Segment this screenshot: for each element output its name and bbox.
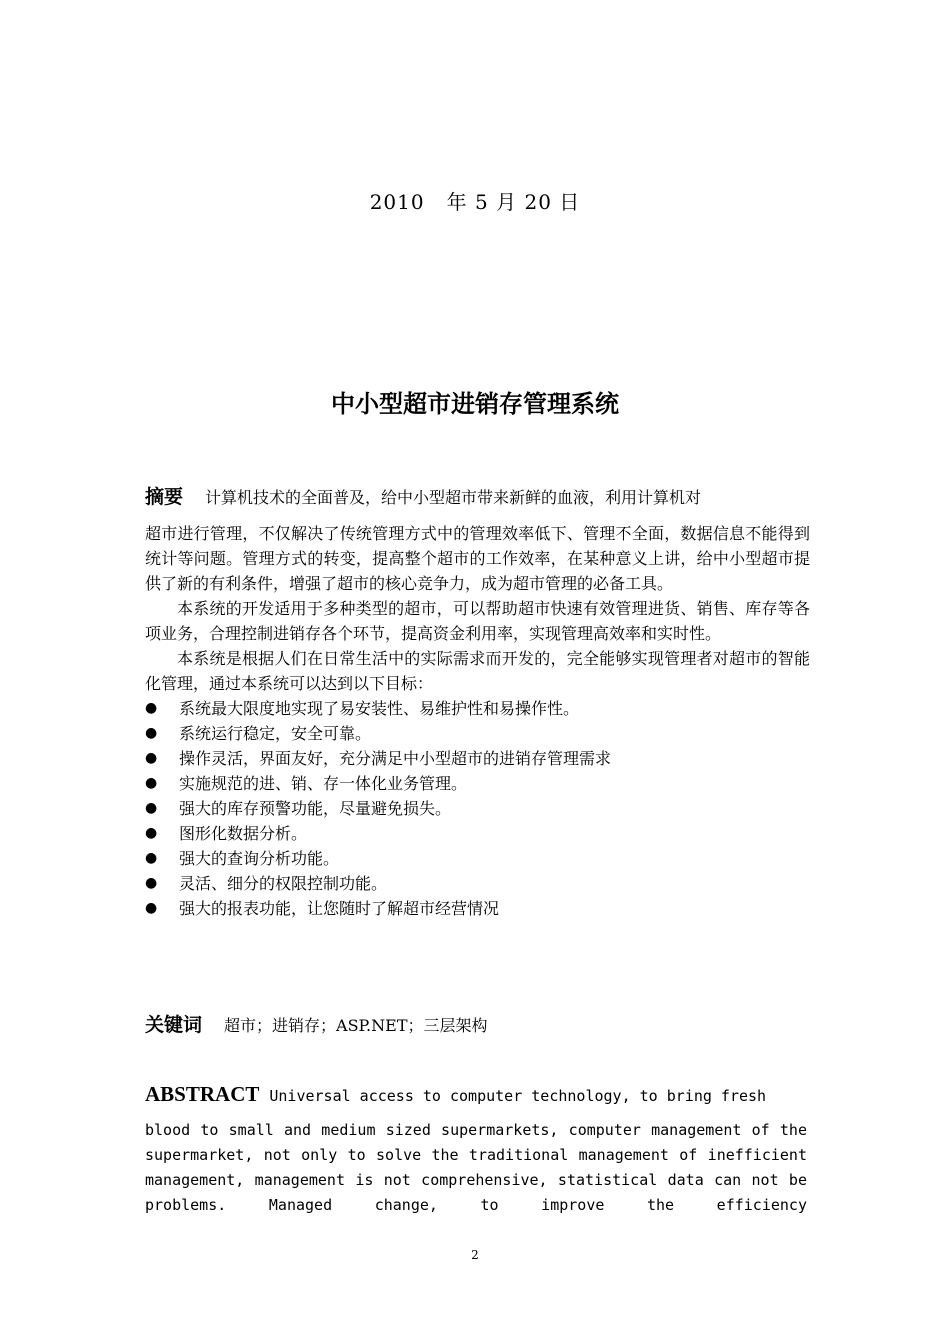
list-item-text: 系统运行稳定，安全可靠。 [179,724,372,743]
list-item [145,846,810,871]
page-number: 2 [471,1248,479,1262]
bullet-icon: ● [145,750,158,766]
abstract-first-line [145,485,810,515]
keywords-text: 超市；进销存；ASP.NET；三层架构 [224,1016,488,1035]
document-title: 中小型超市进销存管理系统 [331,390,619,418]
abstract-first-text: 计算机技术的全面普及，给中小型超市带来新鲜的血液，利用计算机对 [205,488,702,507]
abstract-label: 摘要 [145,486,184,508]
list-item-text: 强大的查询分析功能。 [179,849,340,868]
bullet-icon: ● [145,775,158,791]
bullet-icon: ● [145,900,158,916]
list-item [145,796,810,821]
list-item [145,721,810,746]
list-item-text: 操作灵活，界面友好，充分满足中小型超市的进销存管理需求 [179,749,612,768]
english-abstract-first-text: Universal access to computer technology, to bring fresh [269,1087,767,1105]
bullet-icon: ● [145,825,158,841]
english-abstract-label: ABSTRACT [145,1082,260,1106]
keywords-line [145,1010,488,1037]
date-line: 2010 年 5 月 20 日 [369,190,581,214]
abstract-paragraph-3: 本系统是根据人们在日常生活中的实际需求而开发的，完全能够实现管理者对超市的智能化管理，通过本系统可以达到以下目标： [145,649,810,693]
list-item-text: 灵活、细分的权限控制功能。 [179,874,388,893]
list-item [145,821,810,846]
bullet-icon: ● [145,850,158,866]
goals-list [145,696,810,921]
abstract-paragraph-2: 本系统的开发适用于多种类型的超市，可以帮助超市快速有效管理进货、销售、库存等各项业务，合理控制进销存各个环节，提高资金利用率，实现管理高效率和实时性。 [145,599,810,643]
bullet-icon: ● [145,800,158,816]
list-item-text: 系统最大限度地实现了易安装性、易维护性和易操作性。 [179,699,580,718]
abstract-paragraph-1: 超市进行管理，不仅解决了传统管理方式中的管理效率低下、管理不全面，数据信息不能得到统计等问题。管理方式的转变，提高整个超市的工作效率，在某种意义上讲，给中小型超市提供了新的有利条件，增强了超市的核心竞争力，成为超市管理的必备工具。 [145,524,810,593]
list-item [145,696,810,721]
list-item-text: 强大的报表功能，让您随时了解超市经营情况 [179,899,500,918]
list-item-text: 图形化数据分析。 [179,824,308,843]
list-item [145,896,810,921]
chinese-abstract [145,485,810,921]
list-item [145,771,810,796]
keywords-label: 关键词 [145,1014,203,1036]
list-item-text: 强大的库存预警功能，尽量避免损失。 [179,799,452,818]
english-abstract-first-line [145,1082,807,1112]
bullet-icon: ● [145,725,158,741]
list-item [145,871,810,896]
list-item [145,746,810,771]
english-abstract [145,1082,807,1218]
bullet-icon: ● [145,700,158,716]
list-item-text: 实施规范的进、销、存一体化业务管理。 [179,774,468,793]
english-abstract-paragraph: blood to small and medium sized supermarkets, computer management of the supermarket, not only to solve the traditional management of inefficient management, management is not comprehensive, statistical data can not be problems. Managed change, to improve the efficiency [145,1121,807,1214]
bullet-icon: ● [145,875,158,891]
